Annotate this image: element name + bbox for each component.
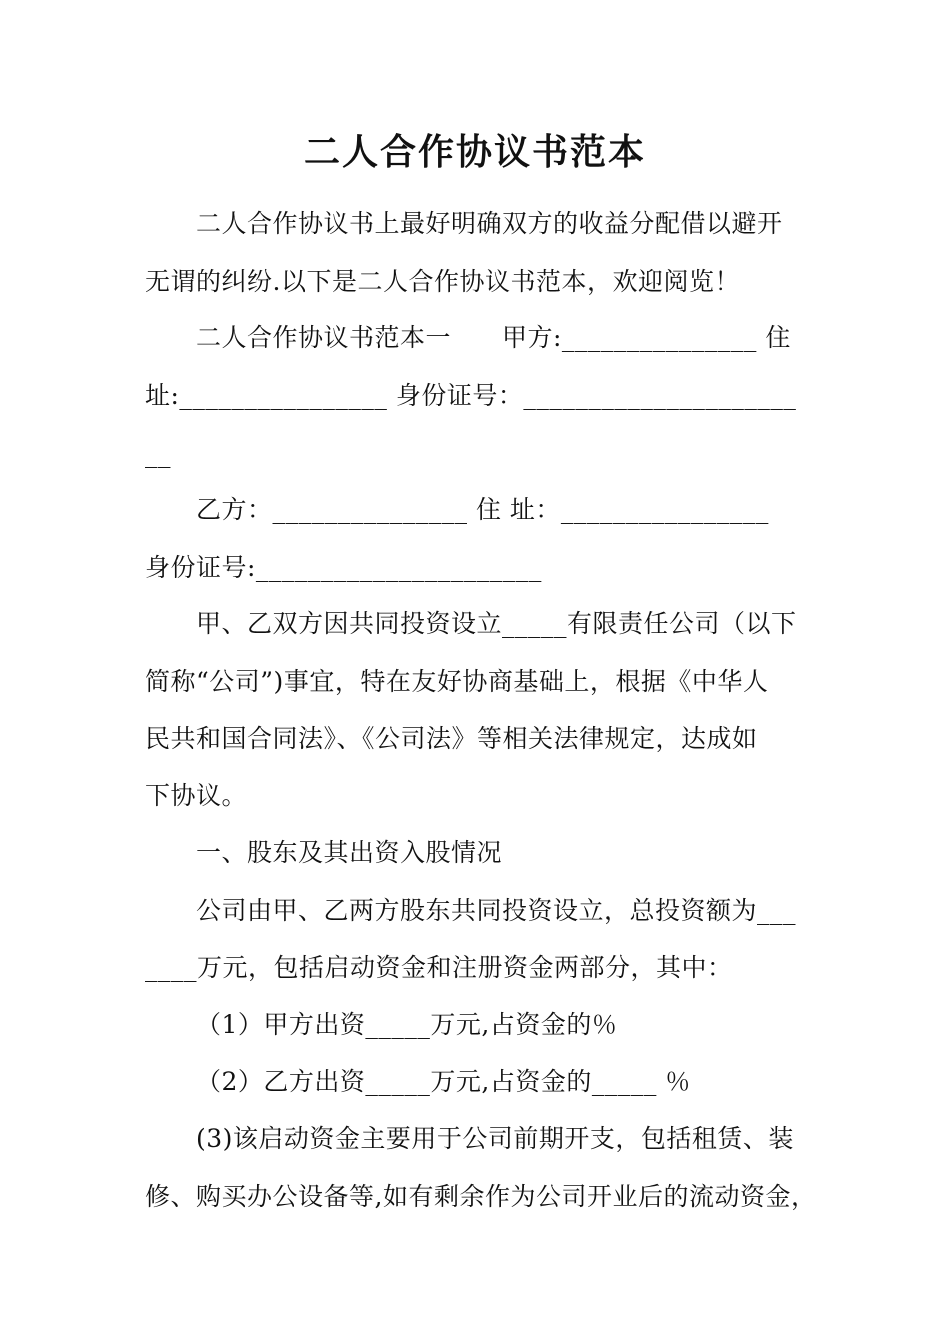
paragraph-line: 址:________________ 身份证号：_____________________ bbox=[145, 381, 797, 410]
document-title: 二人合作协议书范本 bbox=[303, 131, 646, 173]
paragraph-line: 民共和国合同法》、《公司法》等相关法律规定，达成如 bbox=[145, 724, 758, 753]
paragraph-line: 修、购买办公设备等,如有剩余作为公司开业后的流动资金， bbox=[145, 1182, 817, 1211]
paragraph-line: 无谓的纠纷.以下是二人合作协议书范本，欢迎阅览！ bbox=[145, 267, 740, 296]
paragraph-line: ____万元，包括启动资金和注册资金两部分，其中： bbox=[145, 953, 733, 982]
paragraph-line: 乙方：_______________ 住 址：________________ bbox=[196, 495, 769, 524]
paragraph-line: 简称“公司”)事宜，特在友好协商基础上，根据《中华人 bbox=[145, 667, 769, 696]
paragraph-line: 公司由甲、乙两方股东共同投资设立，总投资额为___ bbox=[196, 896, 797, 925]
paragraph-line: 甲、乙双方因共同投资设立_____有限责任公司（以下 bbox=[196, 609, 797, 638]
paragraph-line: 身份证号:______________________ bbox=[145, 553, 542, 582]
paragraph-line: 二人合作协议书范本一 甲方:_______________ 住 bbox=[196, 323, 791, 352]
section-heading: 一、股东及其出资入股情况 bbox=[196, 838, 503, 867]
paragraph-line: __ bbox=[145, 439, 171, 468]
list-item: （1）甲方出资_____万元,占资金的％ bbox=[196, 1010, 618, 1039]
paragraph-line: 下协议。 bbox=[145, 781, 248, 810]
list-item: (3)该启动资金主要用于公司前期开支，包括租赁、装 bbox=[196, 1124, 794, 1153]
paragraph-line: 二人合作协议书上最好明确双方的收益分配借以避开 bbox=[196, 209, 783, 238]
list-item: （2）乙方出资_____万元,占资金的_____ ％ bbox=[196, 1067, 691, 1096]
